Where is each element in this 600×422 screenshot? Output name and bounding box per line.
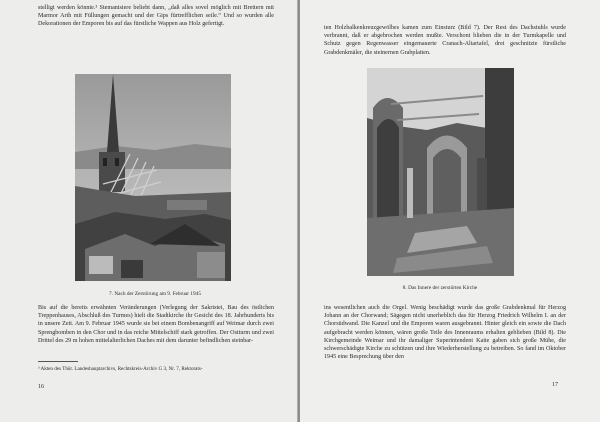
left-top-paragraph: stelligt werden könnte.³ Stemanisiere beliebt dann, „daß alles sovel möglich mit Brettern mit Marmor Arth mit Füllungen gemacht und der Gips fürtrefflichen seile.“ Und so wurden alle Dekorationen der Emporen bis auf das fürstliche Wappen aus Holz gefertigt. bbox=[38, 5, 274, 28]
footnote-rule bbox=[38, 361, 78, 362]
right-photo-caption: 8. Das Innere der zerstörten Kirche bbox=[402, 285, 478, 291]
left-page bbox=[0, 0, 298, 422]
right-page-number: 17 bbox=[552, 382, 558, 388]
left-photo-caption: 7. Nach der Zerstörung am 9. Februar 1945 bbox=[109, 291, 201, 297]
right-body-paragraph: ins wesentlichen auch die Orgel. Wenig beschädigt wurde das große Grabdenkmal für Herzog Johann an der Chorwand; Sägegen nicht unerheblich das für Herzog Friedrich Wilhelm I. an der Chorsüdwand. Die Kanzel und die Emporen waren ausgebrannt. Hinter gleich ein sowie die Dach aufgebracht werden können, wären große Teile des Innenraums erhalten geblieben (Bild 8). Die Kirchgemeinde Weimar und ihr damaliger Superintendent Kaite gaben sich große Mühe, die schwerschädigte Kirche zu schützen und ihre Wiederherstellung zu betreiben. So fand im Oktober 1945 eine Besprechung über den bbox=[324, 305, 566, 361]
left-page-number: 16 bbox=[38, 384, 44, 390]
left-footnote: ³ Akten des Thür. Landeshauptarchivs, Rechtskreis-Archiv G 3, Nr. 7, Rektorats- bbox=[38, 366, 203, 372]
photo-destroyed-church-exterior bbox=[75, 74, 231, 281]
photo-destroyed-church-interior bbox=[367, 68, 514, 276]
right-top-paragraph: ten Holzbalkenkreuzgewölbes kamen zum Einsturz (Bild 7). Der Rest des Dachstuhls wurde verbrannt, daß er abgebrochen werden mußte. Verschont blieben die in der Turmkapelle und Schutz gegen Regenwasser eingemauerte Cranach-Altartafel, drei geschnitzte fürstliche Grabdenkmäler, die steinernen Grabplatten. bbox=[324, 25, 566, 56]
left-body-paragraph: Bis auf die bereits erwähnten Veränderungen (Verlegung der Sakristei, Bau des östlichen Treppenhauses, Abschluß des Turmes) hielt die Stadtkirche ihr Gesicht des 18. Jahrhunderts bis in unsere Zeit. Am 9. Februar 1945 wurde sie bei einem Bombenangriff auf Weimar durch zwei Sprengbomben in den Chor und in das reiche Mittelschiff stark getroffen. Der Ostturm und zwei Drittel des 29 m hohen mittelalterlichen Daches mit dem darunter befindlichen steinbar- bbox=[38, 305, 274, 344]
right-page bbox=[300, 0, 600, 422]
